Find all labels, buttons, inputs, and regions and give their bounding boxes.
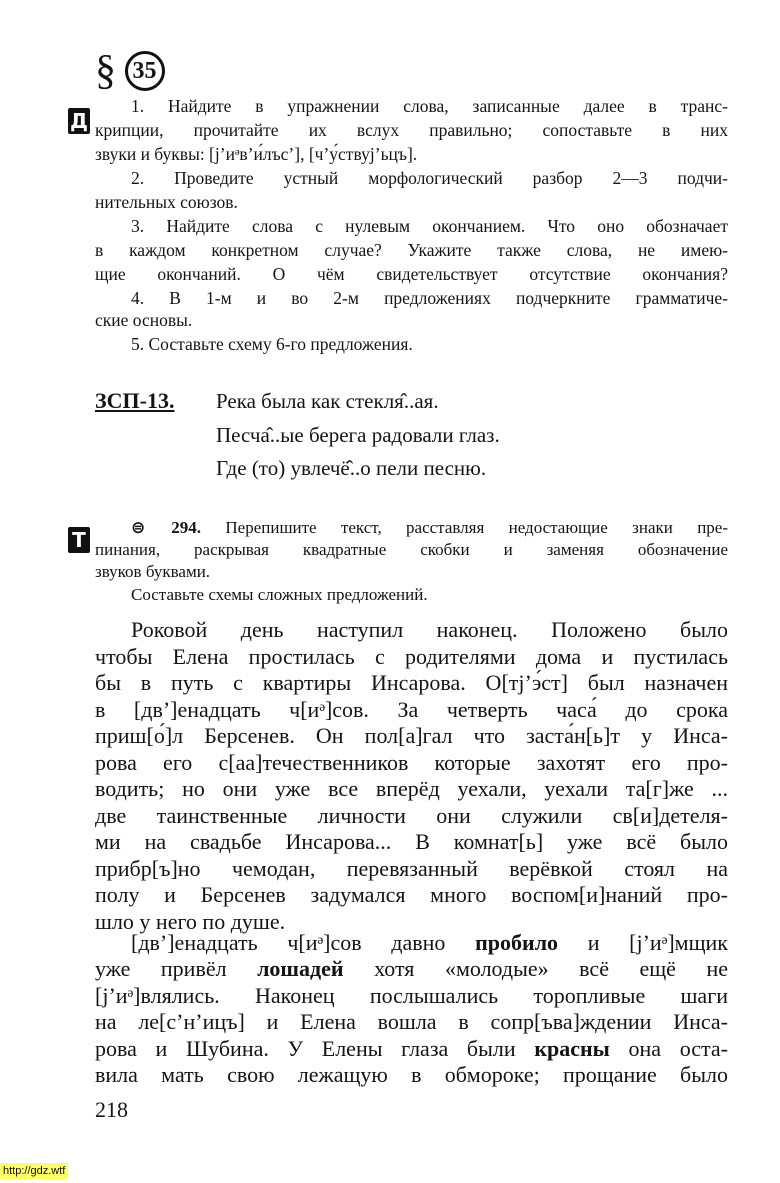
line-text: приш[о́]л Берсенев. Он пол[а]гал что заста́н[ь]т у Инса- — [95, 723, 728, 748]
text-line — [95, 1009, 728, 1035]
text-line — [95, 803, 728, 829]
line-text: Перепишите текст, расставляя недостающие знаки пре- — [225, 518, 729, 537]
paragraph-sign: § — [95, 48, 116, 94]
line-text: две таинственные личности они служили св[и]детеля- — [95, 802, 728, 828]
text-line — [95, 1036, 728, 1062]
line-text: в каждом конкретном случае? Укажите также слова, не имею- — [95, 240, 728, 260]
task-t-icon: Т — [68, 527, 90, 553]
line-text: в [дв’]енадцать ч[иᵊ]сов. За четверть часа́ до срока — [95, 696, 728, 722]
zsp-sentence — [216, 423, 500, 448]
line-text: прибр[ъ]но чемодан, перевязанный верёвкой стоял на — [95, 855, 728, 881]
text-line — [95, 829, 728, 855]
line-text: пинания, раскрывая квадратные скобки и заменяя обозначение — [95, 540, 728, 559]
line-text: нительных союзов. — [95, 192, 238, 212]
text-line — [95, 697, 728, 723]
line-text: бы в путь с квартиры Инсарова. О[тj’э́ст] был назначен — [95, 670, 728, 695]
line-text: вила мать свою лежащую в обмороке; прощание было — [95, 1062, 728, 1087]
text-segment: уже привёл — [95, 956, 258, 982]
text-line — [95, 750, 728, 776]
exercise-instruction — [95, 540, 728, 560]
text-segment: [дв’]енадцать ч[иᵊ]сов давно — [131, 930, 476, 955]
line-text: 3. Найдите слова с нулевым окончанием. Что оно обозначает — [131, 216, 728, 236]
zsp-sentence — [216, 389, 439, 414]
bold-word: пробило — [475, 930, 559, 955]
line-text: Песча̂..ые берега радовали глаз. — [216, 423, 500, 447]
line-text: Составьте схемы сложных предложений. — [131, 585, 428, 604]
exercise-instruction — [131, 585, 764, 605]
exercise-instruction — [95, 562, 728, 582]
text-line — [95, 956, 728, 982]
line-text: рова его с[аа]течественников которые захотят его про- — [95, 749, 728, 775]
line-text: крипции, прочитайте их вслух правильно; сопоставьте в них — [95, 120, 728, 140]
disk-icon: ⊜ — [131, 518, 172, 538]
line-text: водить; но они уже все вперёд уехали, уехали та[г]же ... — [95, 776, 728, 801]
line-text: звуков буквами. — [95, 562, 211, 581]
line-text: 2. Проведите устный морфологический разбор 2—3 подчи- — [131, 168, 728, 188]
line-text: на ле[с’н’ицъ] и Елена вошла в сопр[ъва]ждении Инса- — [95, 1009, 728, 1035]
exercise-number: 294. — [171, 518, 202, 537]
task-line — [95, 264, 728, 285]
line-text: Где (то) увлечё̂..о пели песню. — [216, 456, 487, 480]
page-number: 218 — [95, 1097, 128, 1122]
bold-word: красны — [534, 1035, 610, 1061]
text-line — [95, 644, 728, 670]
task-line — [131, 334, 728, 355]
task-line — [131, 168, 728, 189]
text-line — [95, 670, 728, 696]
text-segment: и [j’иᵊ]мщик — [558, 930, 728, 955]
line-text: [j’иᵊ]влялись. Наконец послышались торопливые шаги — [95, 982, 728, 1008]
text-line — [131, 930, 728, 956]
text-segment: рова и Шубина. У Елены глаза были — [95, 1035, 535, 1061]
text-line — [95, 856, 728, 882]
watermark-link[interactable]: http://gdz.wtf — [0, 1163, 68, 1179]
task-line — [131, 96, 728, 117]
task-d-icon: Д — [68, 108, 90, 134]
text-segment: она оста- — [609, 1035, 729, 1061]
line-text: 5. Составьте схему 6-го предложения. — [131, 334, 413, 354]
task-line — [131, 216, 728, 237]
section-header — [95, 50, 165, 92]
line-text: шло у него по душе. — [95, 908, 286, 934]
text-line — [95, 1062, 728, 1088]
task-line — [95, 192, 728, 213]
line-text: 4. В 1-м и во 2-м предложениях подчеркните грамматиче- — [131, 288, 728, 308]
line-text: Река была как стекля̂..ая. — [216, 389, 439, 413]
line-text: 1. Найдите в упражнении слова, записанные далее в транс- — [131, 96, 728, 116]
line-text: щие окончаний. О чём свидетельствует отсутствие окончания? — [95, 264, 728, 284]
text-line — [95, 983, 728, 1009]
task-line — [95, 120, 728, 141]
line-text: Роковой день наступил наконец. Положено было — [131, 617, 728, 642]
text-line — [131, 617, 728, 643]
task-line — [131, 288, 728, 309]
line-text: полу и Берсенев задумался много воспом[и]наний про- — [95, 882, 728, 907]
exercise-instruction — [131, 518, 728, 538]
text-line — [95, 723, 728, 749]
text-segment: хотя «молодые» всё ещё не — [343, 956, 728, 982]
task-line — [95, 144, 728, 165]
line-text: ми на свадьбе Инсарова... В комнат[ь] уже всё было — [95, 829, 728, 854]
bold-word: лошадей — [257, 956, 344, 982]
text-line — [95, 882, 728, 908]
line-text: чтобы Елена простилась с родителями дома и пустилась — [95, 643, 728, 669]
section-number: 35 — [125, 51, 165, 91]
text-line — [95, 776, 728, 802]
task-line — [95, 240, 728, 261]
line-text: ские основы. — [95, 310, 193, 330]
zsp-label: ЗСП-13. — [95, 388, 175, 413]
task-line — [95, 310, 728, 331]
line-text: звуки и буквы: [j’иᵊв’и́лъс’], [ч’у́ствуj’ьцъ]. — [95, 144, 418, 164]
zsp-sentence — [216, 456, 486, 481]
